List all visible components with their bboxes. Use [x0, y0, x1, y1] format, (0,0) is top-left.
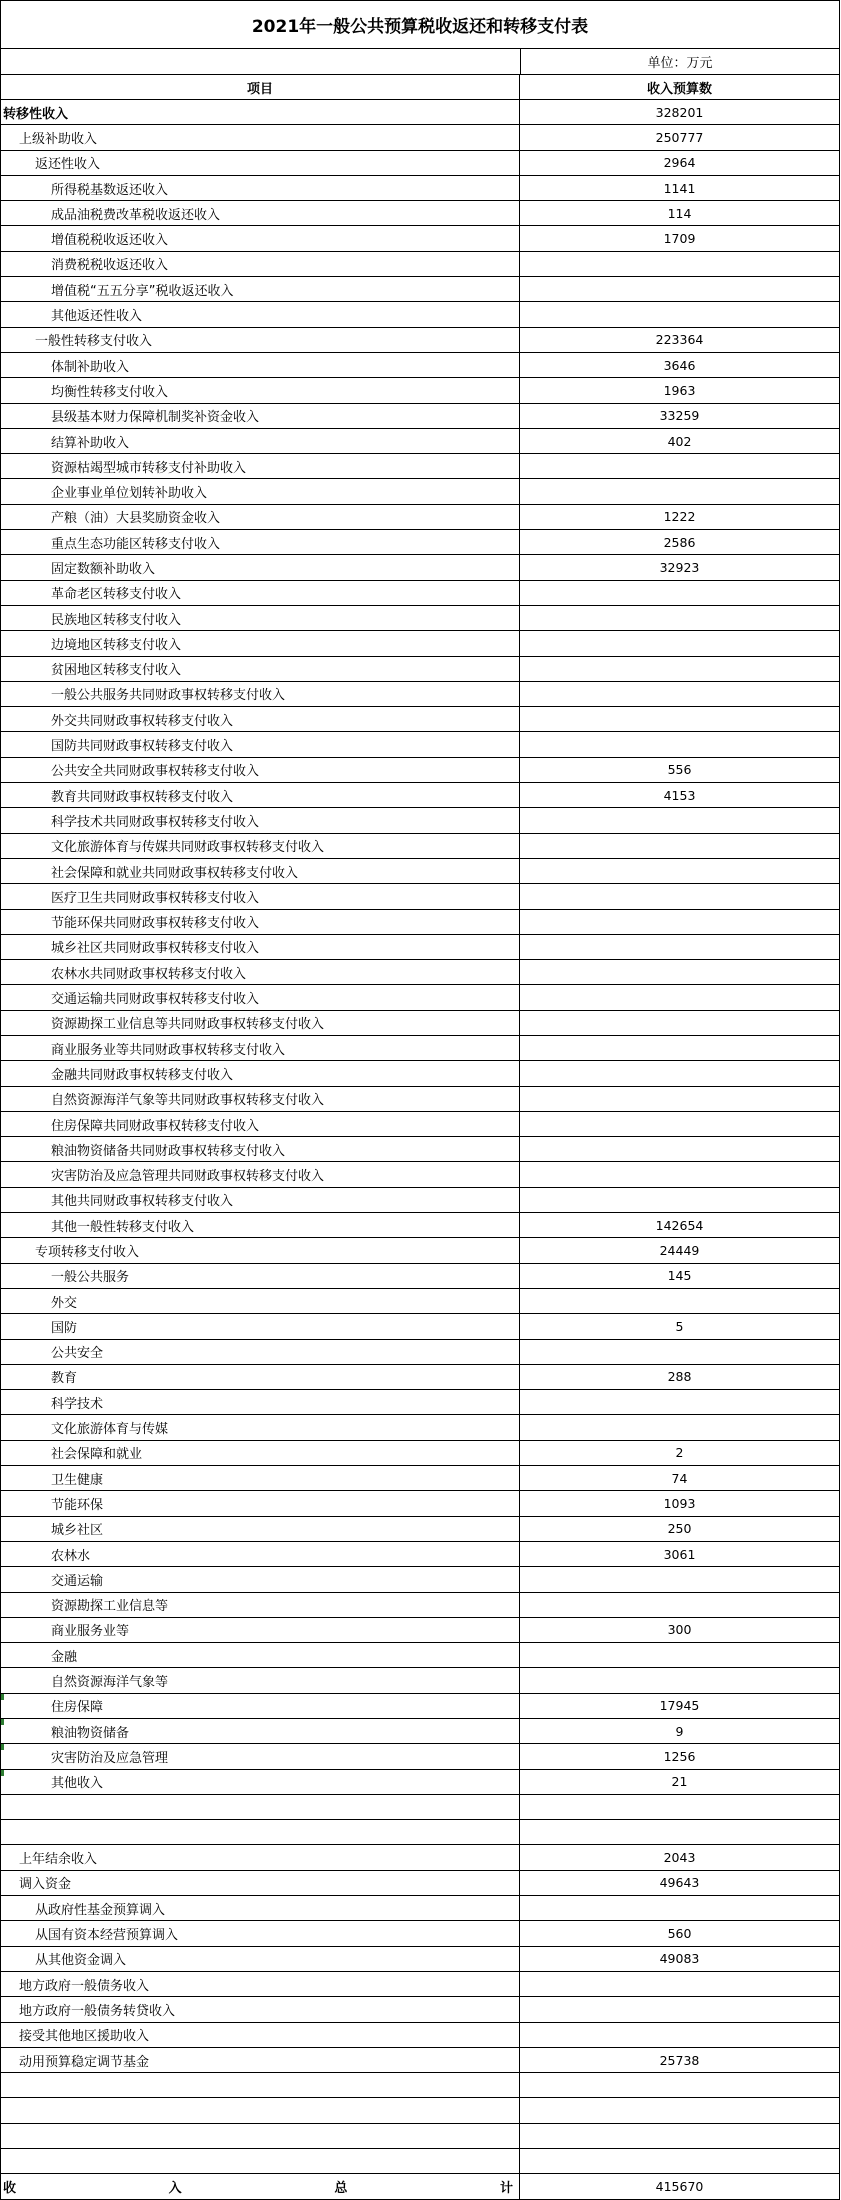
table-row: [0, 1896, 840, 1921]
table-row: [0, 910, 840, 935]
row-item-name: 文化旅游体育与传媒: [1, 1415, 520, 1439]
row-value: 250: [667, 1521, 692, 1537]
row-item-name: 县级基本财力保障机制奖补资金收入: [1, 404, 520, 428]
row-item-name: 科学技术共同财政事权转移支付收入: [1, 808, 520, 832]
row-value: [520, 1087, 839, 1111]
row-item-name: 成品油税费改革税收返还收入: [1, 201, 520, 225]
row-value: 74: [671, 1470, 688, 1486]
table-row: [0, 1668, 840, 1693]
row-item-name: 其他返还性收入: [1, 302, 520, 326]
row-value: [520, 1415, 839, 1439]
table-row: [0, 1921, 840, 1946]
row-value: [520, 1162, 839, 1186]
table-row: [0, 378, 840, 403]
table-row: [0, 1238, 840, 1263]
row-value: 17945: [659, 1698, 700, 1714]
table-row: [0, 1694, 840, 1719]
table-row: [0, 2098, 840, 2123]
row-item-name: 节能环保: [1, 1491, 520, 1515]
row-value: [520, 1820, 839, 1844]
row-value: 145: [667, 1268, 692, 1284]
row-value: [520, 732, 839, 756]
row-value: [520, 2124, 839, 2148]
row-value: [520, 1795, 839, 1819]
row-value: [520, 1972, 839, 1996]
table-row: [0, 1542, 840, 1567]
table-row: [0, 555, 840, 580]
row-item-name: 从其他资金调入: [1, 1947, 520, 1971]
row-item-name: 社会保障和就业: [1, 1441, 520, 1465]
row-value: 1963: [663, 382, 696, 398]
table-row: [0, 1087, 840, 1112]
row-item-name: 自然资源海洋气象等: [1, 1668, 520, 1692]
row-value: [520, 1643, 839, 1667]
row-value: 2964: [663, 155, 696, 171]
table-row: [0, 1770, 840, 1795]
row-value: 33259: [659, 408, 700, 424]
row-item-name: 国防共同财政事权转移支付收入: [1, 732, 520, 756]
table-row: [0, 1213, 840, 1238]
row-item-name: 产粮（油）大县奖励资金收入: [1, 505, 520, 529]
row-item-name: 农林水共同财政事权转移支付收入: [1, 960, 520, 984]
table-row: [0, 226, 840, 251]
total-label-char: 收: [3, 2180, 17, 2196]
row-value: 2: [675, 1445, 684, 1461]
row-item-name: 金融: [1, 1643, 520, 1667]
row-value: [520, 1011, 839, 1035]
row-value: [520, 2073, 839, 2097]
table-row: [0, 2124, 840, 2149]
table-row: [0, 328, 840, 353]
row-item-name: 上级补助收入: [1, 125, 520, 149]
row-value: [520, 707, 839, 731]
table-row: [0, 1593, 840, 1618]
table-row: [0, 758, 840, 783]
row-item-name: 从政府性基金预算调入: [1, 1896, 520, 1920]
table-row: [0, 732, 840, 757]
row-item-name: 增值税税收返还收入: [1, 226, 520, 250]
table-row: [0, 884, 840, 909]
row-item-name: 住房保障: [1, 1694, 520, 1718]
row-item-name: 公共安全: [1, 1340, 520, 1364]
row-value: [520, 960, 839, 984]
row-value: [520, 1188, 839, 1212]
table-row: [0, 454, 840, 479]
row-item-name: 一般公共服务共同财政事权转移支付收入: [1, 682, 520, 706]
row-value: [520, 2023, 839, 2047]
table-row: [0, 1415, 840, 1440]
row-item-name: 转移性收入: [1, 100, 520, 124]
table-row: [0, 353, 840, 378]
row-value: [520, 631, 839, 655]
table-row: [0, 1871, 840, 1896]
row-item-name: 其他收入: [1, 1770, 520, 1794]
row-item-name: 边境地区转移支付收入: [1, 631, 520, 655]
row-item-name: 交通运输: [1, 1567, 520, 1591]
row-item-name: 调入资金: [1, 1871, 520, 1895]
table-row: [0, 201, 840, 226]
row-value: 402: [667, 433, 692, 449]
row-item-name: 社会保障和就业共同财政事权转移支付收入: [1, 859, 520, 883]
row-value: 223364: [655, 332, 704, 348]
row-item-name: 医疗卫生共同财政事权转移支付收入: [1, 884, 520, 908]
cell-comment-marker: [1, 1770, 4, 1776]
table-row: [0, 682, 840, 707]
table-row: [0, 1643, 840, 1668]
table-row: [0, 1264, 840, 1289]
row-value: 328201: [655, 104, 704, 120]
row-value: [520, 581, 839, 605]
row-item-name: 民族地区转移支付收入: [1, 606, 520, 630]
row-item-name: 自然资源海洋气象等共同财政事权转移支付收入: [1, 1087, 520, 1111]
row-item-name: 从国有资本经营预算调入: [1, 1921, 520, 1945]
row-value: [520, 1036, 839, 1060]
row-item-name: 上年结余收入: [1, 1845, 520, 1869]
table-row: [0, 176, 840, 201]
row-value: 1141: [663, 180, 696, 196]
row-value: [520, 657, 839, 681]
total-label-char: 计: [499, 2180, 513, 2196]
table-row: [0, 1162, 840, 1187]
table-row: [0, 429, 840, 454]
total-row: [0, 2174, 840, 2199]
table-row: [0, 125, 840, 150]
header-item: 项目: [1, 75, 520, 99]
row-value: [520, 2149, 839, 2173]
row-item-name: [1, 1820, 520, 1844]
table-row: [0, 100, 840, 125]
row-value: [520, 454, 839, 478]
row-item-name: 动用预算稳定调节基金: [1, 2048, 520, 2072]
row-item-name: 一般性转移支付收入: [1, 328, 520, 352]
row-item-name: 商业服务业等共同财政事权转移支付收入: [1, 1036, 520, 1060]
row-value: 556: [667, 762, 692, 778]
table-row: [0, 1517, 840, 1542]
table-row: [0, 960, 840, 985]
row-value: [520, 808, 839, 832]
row-item-name: 增值税“五五分享”税收返还收入: [1, 277, 520, 301]
table-row: [0, 834, 840, 859]
row-value: 4153: [663, 787, 696, 803]
table-row: [0, 1365, 840, 1390]
cell-comment-marker: [1, 1694, 4, 1700]
row-value: 25738: [659, 2052, 700, 2068]
row-value: 5: [675, 1318, 684, 1334]
row-value: [520, 1061, 839, 1085]
row-item-name: 体制补助收入: [1, 353, 520, 377]
row-item-name: 教育: [1, 1365, 520, 1389]
table-body: [0, 100, 840, 2200]
row-item-name: 一般公共服务: [1, 1264, 520, 1288]
row-value: 49083: [659, 1951, 700, 1967]
row-item-name: 农林水: [1, 1542, 520, 1566]
table-row: [0, 1845, 840, 1870]
table-row: [0, 1340, 840, 1365]
total-value: 415670: [655, 2178, 704, 2194]
row-value: [520, 1137, 839, 1161]
row-value: [520, 985, 839, 1009]
table-header: [0, 75, 840, 100]
row-value: 288: [667, 1369, 692, 1385]
table-row: [0, 2023, 840, 2048]
row-value: 32923: [659, 559, 700, 575]
row-value: 114: [667, 205, 692, 221]
row-item-name: 贫困地区转移支付收入: [1, 657, 520, 681]
row-item-name: 接受其他地区援助收入: [1, 2023, 520, 2047]
row-item-name: 粮油物资储备共同财政事权转移支付收入: [1, 1137, 520, 1161]
table-row: [0, 252, 840, 277]
row-value: 1256: [663, 1748, 696, 1764]
total-label-char: 总: [334, 2180, 348, 2196]
row-value: [520, 935, 839, 959]
table-row: [0, 606, 840, 631]
row-value: 3646: [663, 357, 696, 373]
table-row: [0, 581, 840, 606]
row-item-name: 住房保障共同财政事权转移支付收入: [1, 1112, 520, 1136]
row-item-name: [1, 2098, 520, 2122]
row-item-name: 公共安全共同财政事权转移支付收入: [1, 758, 520, 782]
row-value: 9: [675, 1723, 684, 1739]
row-item-name: 教育共同财政事权转移支付收入: [1, 783, 520, 807]
row-value: [520, 1390, 839, 1414]
row-value: [520, 1289, 839, 1313]
row-value: [520, 1112, 839, 1136]
table-row: [0, 1011, 840, 1036]
row-value: 142654: [655, 1217, 704, 1233]
table-row: [0, 985, 840, 1010]
row-item-name: 商业服务业等: [1, 1618, 520, 1642]
row-value: [520, 277, 839, 301]
row-item-name: 重点生态功能区转移支付收入: [1, 530, 520, 554]
row-item-name: 所得税基数返还收入: [1, 176, 520, 200]
table-row: [0, 935, 840, 960]
row-item-name: 外交共同财政事权转移支付收入: [1, 707, 520, 731]
table-row: [0, 783, 840, 808]
row-value: 2586: [663, 534, 696, 550]
row-item-name: 文化旅游体育与传媒共同财政事权转移支付收入: [1, 834, 520, 858]
table-row: [0, 1036, 840, 1061]
row-value: [520, 1896, 839, 1920]
row-item-name: 结算补助收入: [1, 429, 520, 453]
table-row: [0, 1795, 840, 1820]
row-item-name: 科学技术: [1, 1390, 520, 1414]
row-value: [520, 910, 839, 934]
row-item-name: 卫生健康: [1, 1466, 520, 1490]
row-value: 300: [667, 1622, 692, 1638]
table-row: [0, 1289, 840, 1314]
table-row: [0, 2048, 840, 2073]
table-row: [0, 1314, 840, 1339]
cell-comment-marker: [1, 1719, 4, 1725]
table-row: [0, 1997, 840, 2022]
total-label-char: 入: [168, 2180, 182, 2196]
row-value: 21: [671, 1774, 688, 1790]
row-item-name: 其他共同财政事权转移支付收入: [1, 1188, 520, 1212]
row-item-name: 返还性收入: [1, 151, 520, 175]
row-value: [520, 1340, 839, 1364]
row-item-name: 灾害防治及应急管理: [1, 1744, 520, 1768]
row-item-name: 外交: [1, 1289, 520, 1313]
table-row: [0, 1441, 840, 1466]
table-row: [0, 1491, 840, 1516]
row-item-name: 专项转移支付收入: [1, 1238, 520, 1262]
row-item-name: 地方政府一般债务收入: [1, 1972, 520, 1996]
row-item-name: 资源勘探工业信息等共同财政事权转移支付收入: [1, 1011, 520, 1035]
row-item-name: 企业事业单位划转补助收入: [1, 479, 520, 503]
table-row: [0, 1390, 840, 1415]
table-row: [0, 1466, 840, 1491]
row-item-name: [1, 2124, 520, 2148]
table-row: [0, 631, 840, 656]
row-item-name: 金融共同财政事权转移支付收入: [1, 1061, 520, 1085]
row-value: 24449: [659, 1243, 700, 1258]
row-value: [520, 884, 839, 908]
row-item-name: [1, 2149, 520, 2173]
row-value: [520, 302, 839, 326]
table-row: [0, 1618, 840, 1643]
row-item-name: 粮油物资储备: [1, 1719, 520, 1743]
table-row: [0, 505, 840, 530]
row-value: 250777: [655, 129, 704, 145]
row-value: [520, 606, 839, 630]
table-row: [0, 808, 840, 833]
table-row: [0, 1188, 840, 1213]
table-row: [0, 1567, 840, 1592]
table-row: [0, 277, 840, 302]
table-title: 2021年一般公共预算税收返还和转移支付表: [0, 0, 840, 49]
row-item-name: 资源枯竭型城市转移支付补助收入: [1, 454, 520, 478]
table-row: [0, 1719, 840, 1744]
unit-row: [0, 49, 840, 75]
unit-label: 单位：万元: [647, 56, 713, 71]
row-value: 1222: [663, 509, 696, 525]
table-row: [0, 1972, 840, 1997]
table-row: [0, 1947, 840, 1972]
row-item-name: 消费税税收返还收入: [1, 252, 520, 276]
table-row: [0, 1137, 840, 1162]
row-item-name: 均衡性转移支付收入: [1, 378, 520, 402]
table-row: [0, 1112, 840, 1137]
row-item-name: 国防: [1, 1314, 520, 1338]
table-row: [0, 2149, 840, 2174]
table-row: [0, 530, 840, 555]
row-value: 560: [667, 1926, 692, 1942]
table-row: [0, 479, 840, 504]
table-row: [0, 1061, 840, 1086]
row-value: [520, 2098, 839, 2122]
table-row: [0, 404, 840, 429]
row-item-name: 灾害防治及应急管理共同财政事权转移支付收入: [1, 1162, 520, 1186]
row-item-name: 革命老区转移支付收入: [1, 581, 520, 605]
row-value: [520, 1668, 839, 1692]
row-value: [520, 479, 839, 503]
table-row: [0, 707, 840, 732]
row-item-name: [1, 2073, 520, 2097]
row-item-name: 城乡社区共同财政事权转移支付收入: [1, 935, 520, 959]
row-value: [520, 834, 839, 858]
row-item-name: 其他一般性转移支付收入: [1, 1213, 520, 1237]
row-item-name: 资源勘探工业信息等: [1, 1593, 520, 1617]
row-value: 2043: [663, 1850, 696, 1866]
table-row: [0, 1820, 840, 1845]
row-value: 1093: [663, 1495, 696, 1511]
table-row: [0, 151, 840, 176]
row-value: 3061: [663, 1546, 696, 1562]
cell-comment-marker: [1, 1744, 4, 1750]
row-item-name: 交通运输共同财政事权转移支付收入: [1, 985, 520, 1009]
row-value: [520, 682, 839, 706]
row-item-name: 固定数额补助收入: [1, 555, 520, 579]
table-row: [0, 859, 840, 884]
row-value: [520, 1997, 839, 2021]
row-value: [520, 1567, 839, 1591]
table-row: [0, 2073, 840, 2098]
row-value: 1709: [663, 231, 696, 247]
table-row: [0, 657, 840, 682]
row-value: [520, 1593, 839, 1617]
row-value: 49643: [659, 1875, 700, 1891]
row-value: [520, 859, 839, 883]
row-item-name: 地方政府一般债务转贷收入: [1, 1997, 520, 2021]
row-item-name: [1, 1795, 520, 1819]
row-item-name: 节能环保共同财政事权转移支付收入: [1, 910, 520, 934]
table-row: [0, 302, 840, 327]
row-value: [520, 252, 839, 276]
row-item-name: 城乡社区: [1, 1517, 520, 1541]
header-value: 收入预算数: [646, 81, 712, 97]
table-row: [0, 1744, 840, 1769]
